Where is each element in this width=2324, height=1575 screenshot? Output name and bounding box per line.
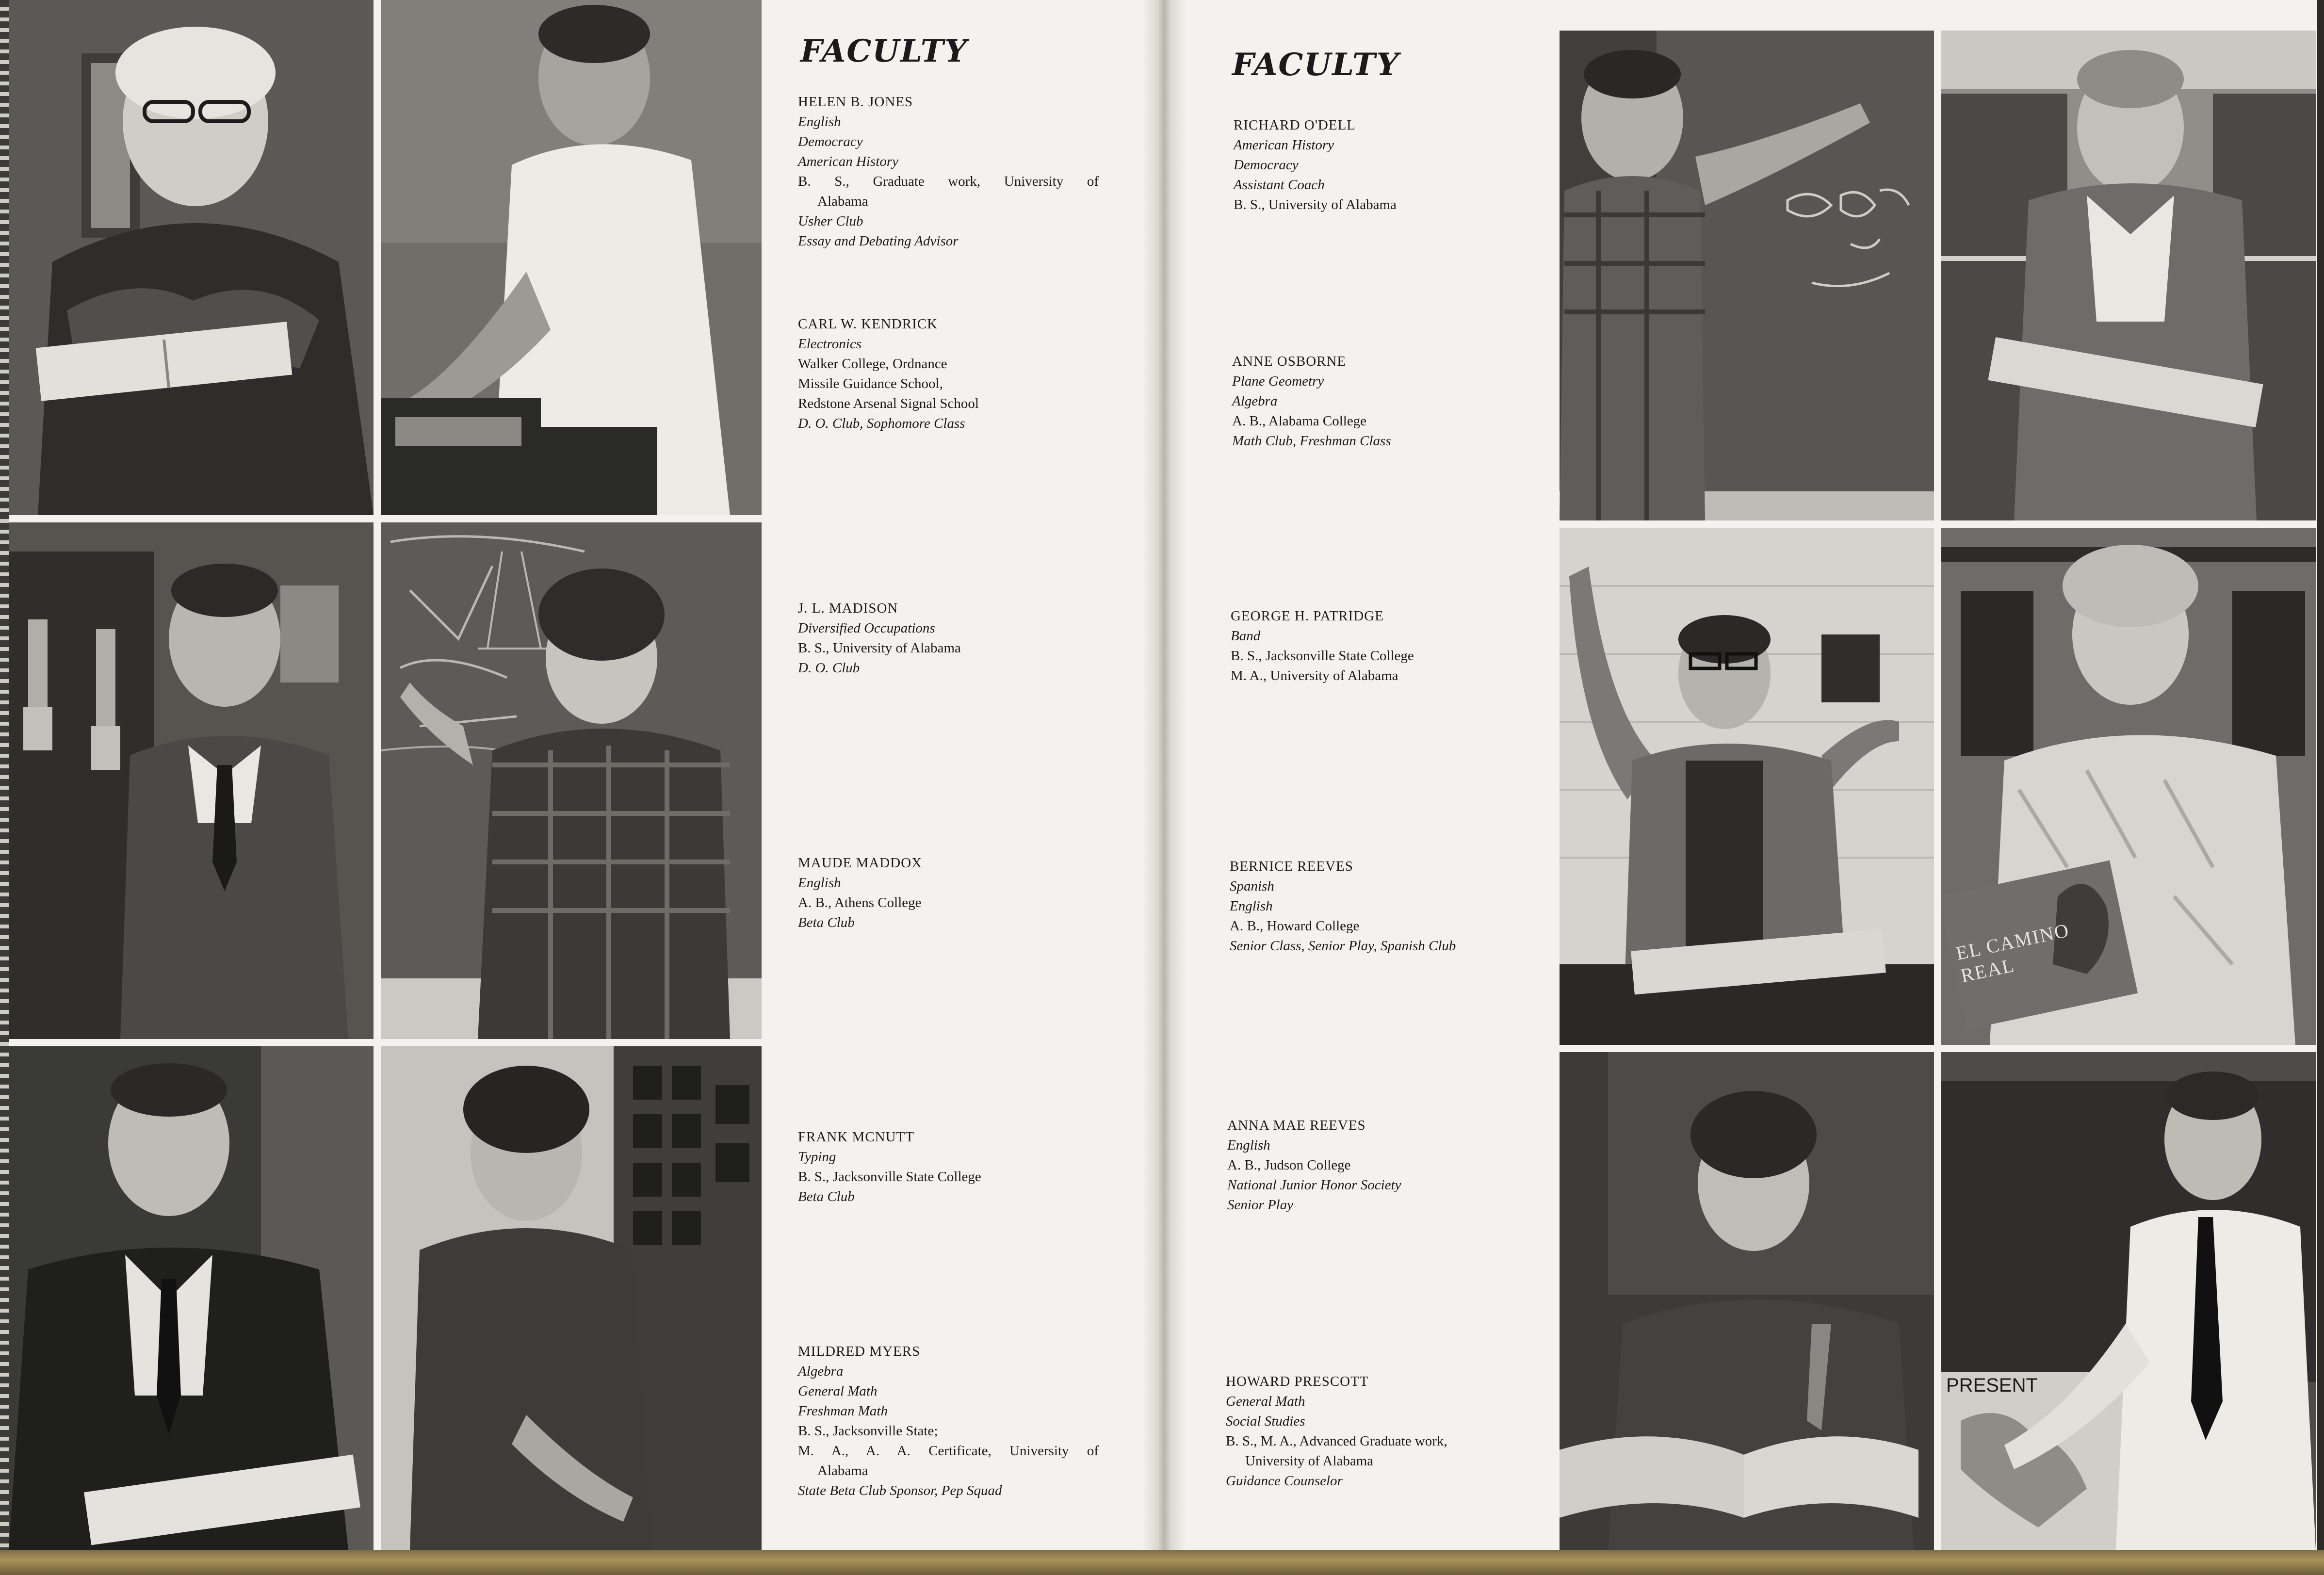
faculty-activity: Senior Play — [1227, 1197, 1294, 1213]
faculty-subject: English — [798, 114, 841, 130]
faculty-education: Alabama — [817, 194, 868, 209]
faculty-education: Alabama — [817, 1463, 868, 1478]
photo-frank-mcnutt — [9, 1046, 374, 1550]
faculty-subject: Band — [1231, 628, 1261, 644]
page-torn-edge — [0, 0, 9, 1552]
book-cover-title: EL CAMINO REAL — [1954, 919, 2072, 987]
page-edge — [2317, 0, 2324, 1552]
photo-richard-odell — [1560, 31, 1934, 520]
faculty-entry — [1234, 115, 1534, 215]
faculty-education: Walker College, Ordnance — [798, 356, 947, 372]
faculty-entry — [798, 599, 1099, 678]
faculty-name: MAUDE MADDOX — [798, 855, 923, 871]
faculty-subject: Typing — [798, 1149, 836, 1165]
faculty-subject: Electronics — [798, 336, 861, 352]
faculty-name: BERNICE REEVES — [1230, 859, 1353, 874]
photo-george-patridge — [1560, 528, 1934, 1045]
faculty-activity: Essay and Debating Advisor — [798, 233, 959, 249]
faculty-entry — [798, 92, 1099, 251]
faculty-entry — [798, 314, 1099, 434]
map-label: PRESENT — [1946, 1375, 2038, 1396]
faculty-subject: Freshman Math — [798, 1403, 888, 1419]
faculty-education: A. B., Athens College — [798, 895, 922, 910]
photo-maude-maddox — [381, 522, 762, 1039]
faculty-subject: American History — [1234, 137, 1334, 153]
faculty-education: M. A., University of Alabama — [1231, 668, 1398, 683]
faculty-name: FRANK MCNUTT — [798, 1129, 914, 1145]
faculty-subject: General Math — [1226, 1394, 1305, 1409]
faculty-activity: D. O. Club, Sophomore Class — [798, 416, 965, 431]
faculty-subject: Diversified Occupations — [798, 620, 935, 636]
faculty-entry — [1227, 1116, 1528, 1215]
faculty-entry — [1230, 857, 1569, 956]
faculty-name: HOWARD PRESCOTT — [1226, 1374, 1369, 1389]
faculty-name: ANNA MAE REEVES — [1227, 1118, 1366, 1133]
faculty-subject: Plane Geometry — [1232, 373, 1324, 389]
faculty-subject: English — [798, 875, 841, 891]
faculty-education: Missile Guidance School, — [798, 376, 943, 391]
faculty-education: University of Alabama — [1245, 1453, 1374, 1469]
faculty-education: B. S., University of Alabama — [798, 640, 961, 656]
faculty-subject: Assistant Coach — [1234, 177, 1325, 193]
faculty-entry — [798, 1342, 1099, 1501]
faculty-education: B. S., M. A., Advanced Graduate work, — [1226, 1433, 1447, 1449]
faculty-education: B. S., Graduate work, University of — [798, 174, 1099, 189]
faculty-activity: Beta Club — [798, 915, 855, 930]
photo-anne-osborne — [1941, 31, 2316, 520]
left-page-title: FACULTY — [800, 33, 968, 69]
faculty-subject: American History — [798, 154, 898, 169]
photo-howard-prescott — [1941, 1052, 2316, 1550]
faculty-name: HELEN B. JONES — [798, 94, 913, 110]
faculty-activity: State Beta Club Sponsor, Pep Squad — [798, 1483, 1002, 1498]
photo-jl-madison — [9, 522, 374, 1039]
faculty-subject: Spanish — [1230, 878, 1274, 894]
right-page-title: FACULTY — [1232, 47, 1400, 83]
faculty-subject: Democracy — [798, 134, 863, 149]
photo-helen-jones — [9, 0, 374, 515]
faculty-activity: National Junior Honor Society — [1227, 1177, 1401, 1193]
faculty-entry — [1231, 606, 1531, 686]
faculty-education: A. B., Alabama College — [1232, 413, 1367, 429]
faculty-name: ANNE OSBORNE — [1232, 354, 1347, 369]
faculty-activity: Beta Club — [798, 1189, 855, 1204]
faculty-entry — [1232, 352, 1533, 451]
faculty-education: M. A., A. A. Certificate, University of — [798, 1443, 1099, 1459]
faculty-name: MILDRED MYERS — [798, 1344, 921, 1359]
faculty-entry — [798, 853, 1099, 933]
faculty-subject: General Math — [798, 1383, 878, 1399]
faculty-subject: Democracy — [1234, 157, 1299, 173]
faculty-entry — [798, 1127, 1099, 1207]
photo-carl-kendrick — [381, 0, 762, 515]
faculty-name: RICHARD O'DELL — [1234, 117, 1356, 133]
faculty-name: J. L. MADISON — [798, 601, 898, 616]
faculty-subject: English — [1227, 1137, 1270, 1153]
faculty-name: GEORGE H. PATRIDGE — [1231, 608, 1384, 624]
faculty-education: B. S., Jacksonville State College — [1231, 648, 1414, 664]
faculty-entry — [1226, 1372, 1527, 1491]
photo-mildred-myers — [381, 1046, 762, 1550]
faculty-education: B. S., University of Alabama — [1234, 197, 1397, 212]
faculty-education: B. S., Jacksonville State; — [798, 1423, 938, 1439]
book-cover-edge — [0, 1550, 2324, 1575]
faculty-name: CARL W. KENDRICK — [798, 316, 938, 332]
book-spine — [1142, 0, 1186, 1552]
faculty-activity: Guidance Counselor — [1226, 1473, 1343, 1489]
faculty-activity: Senior Class, Senior Play, Spanish Club — [1230, 938, 1456, 954]
faculty-subject: Social Studies — [1226, 1413, 1305, 1429]
faculty-education: Redstone Arsenal Signal School — [798, 396, 979, 411]
faculty-education: A. B., Howard College — [1230, 918, 1360, 934]
faculty-education: A. B., Judson College — [1227, 1157, 1351, 1173]
photo-anna-mae-reeves — [1560, 1052, 1934, 1550]
faculty-subject: Algebra — [798, 1364, 844, 1379]
faculty-activity: Math Club, Freshman Class — [1232, 433, 1391, 449]
faculty-activity: D. O. Club — [798, 660, 860, 676]
faculty-subject: Algebra — [1232, 393, 1278, 409]
faculty-subject: English — [1230, 898, 1273, 914]
faculty-education: B. S., Jacksonville State College — [798, 1169, 981, 1185]
faculty-activity: Usher Club — [798, 213, 863, 229]
